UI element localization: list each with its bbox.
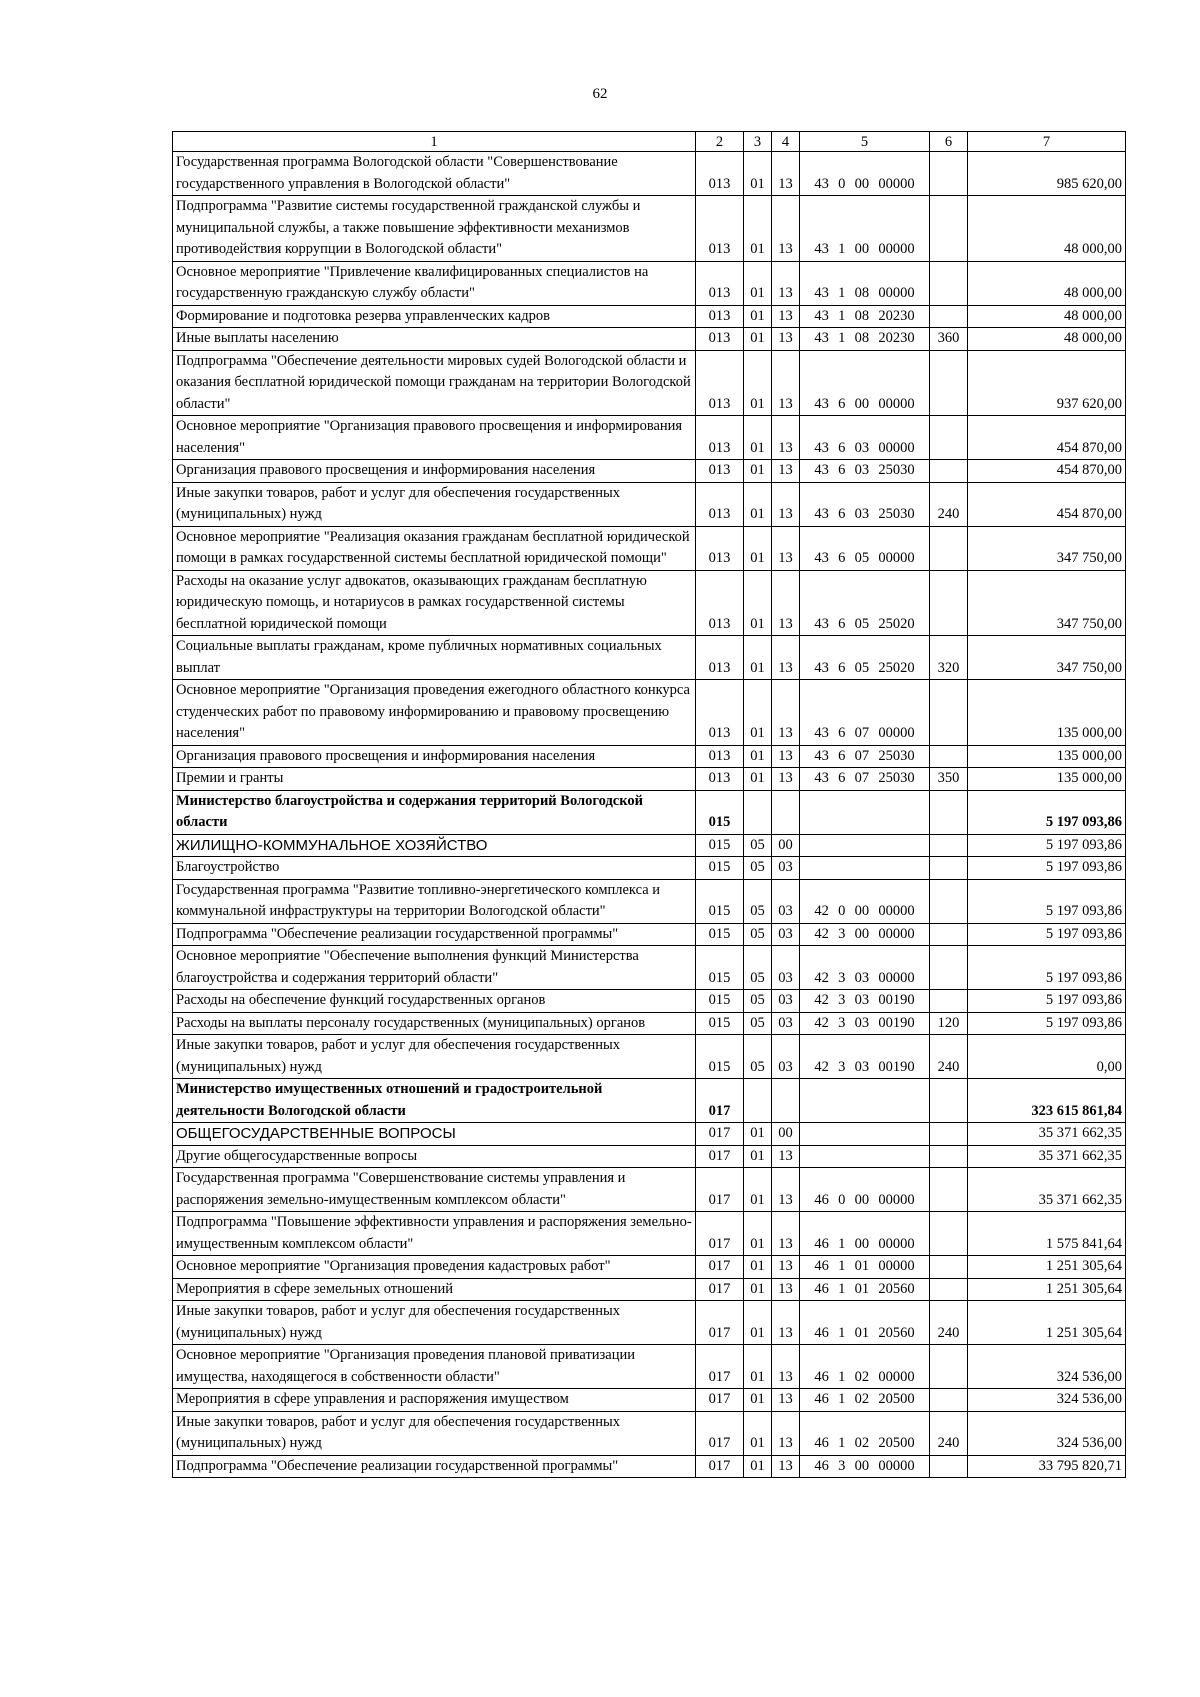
row-expense-type-cell <box>930 680 968 746</box>
row-amount-cell: 48 000,00 <box>968 305 1126 328</box>
row-section-cell: 05 <box>744 990 772 1013</box>
row-expense-type-cell <box>930 946 968 990</box>
row-amount-cell: 454 870,00 <box>968 482 1126 526</box>
row-name-cell: Основное мероприятие "Обеспечение выполнения функций Министерства благоустройства и содержания территорий области" <box>173 946 696 990</box>
table-row <box>173 460 1126 483</box>
row-expense-type-cell <box>930 1345 968 1389</box>
row-amount-cell: 454 870,00 <box>968 460 1126 483</box>
row-target-code-cell: 42 3 03 00190 <box>800 1012 930 1035</box>
row-subsection-cell: 13 <box>772 1301 800 1345</box>
row-name-cell: Подпрограмма "Обеспечение реализации государственной программы" <box>173 1455 696 1478</box>
row-target-code-cell: 46 1 02 00000 <box>800 1345 930 1389</box>
row-name-cell: Подпрограмма "Повышение эффективности управления и распоряжения земельно-имущественным комплексом области" <box>173 1212 696 1256</box>
row-amount-cell: 1 575 841,64 <box>968 1212 1126 1256</box>
row-target-code-cell: 42 3 00 00000 <box>800 923 930 946</box>
row-amount-cell: 48 000,00 <box>968 328 1126 351</box>
table-row <box>173 946 1126 990</box>
row-expense-type-cell <box>930 1212 968 1256</box>
row-expense-type-cell <box>930 350 968 416</box>
row-target-code-cell: 46 1 02 20500 <box>800 1411 930 1455</box>
table-row <box>173 570 1126 636</box>
row-name-cell: Подпрограмма "Обеспечение деятельности мировых судей Вологодской области и оказания бесплатной юридической помощи гражданам на территории Вологодской области" <box>173 350 696 416</box>
row-expense-type-cell: 320 <box>930 636 968 680</box>
table-row <box>173 745 1126 768</box>
row-section-cell: 01 <box>744 1301 772 1345</box>
row-expense-type-cell <box>930 879 968 923</box>
row-amount-cell: 35 371 662,35 <box>968 1168 1126 1212</box>
row-amount-cell: 323 615 861,84 <box>968 1079 1126 1123</box>
row-amount-cell: 5 197 093,86 <box>968 1012 1126 1035</box>
row-subsection-cell: 03 <box>772 857 800 880</box>
row-section-cell: 05 <box>744 857 772 880</box>
row-grbs-cell: 013 <box>696 680 744 746</box>
row-section-cell: 05 <box>744 834 772 857</box>
table-row <box>173 1345 1126 1389</box>
row-amount-cell: 135 000,00 <box>968 745 1126 768</box>
row-expense-type-cell <box>930 790 968 834</box>
row-grbs-cell: 017 <box>696 1389 744 1412</box>
row-section-cell: 01 <box>744 416 772 460</box>
row-section-cell: 01 <box>744 1256 772 1279</box>
row-target-code-cell <box>800 1079 930 1123</box>
row-name-cell: Расходы на выплаты персоналу государственных (муниципальных) органов <box>173 1012 696 1035</box>
row-grbs-cell: 015 <box>696 923 744 946</box>
row-subsection-cell: 13 <box>772 482 800 526</box>
row-grbs-cell: 013 <box>696 261 744 305</box>
row-name-cell: Расходы на оказание услуг адвокатов, оказывающих гражданам бесплатную юридическую помощь, и нотариусов в рамках государственной системы бесплатной юридической помощи <box>173 570 696 636</box>
row-expense-type-cell: 350 <box>930 768 968 791</box>
row-grbs-cell: 013 <box>696 526 744 570</box>
table-row <box>173 990 1126 1013</box>
row-target-code-cell: 43 1 08 20230 <box>800 305 930 328</box>
row-target-code-cell: 43 6 07 00000 <box>800 680 930 746</box>
row-expense-type-cell <box>930 923 968 946</box>
row-name-cell: Благоустройство <box>173 857 696 880</box>
row-section-cell: 01 <box>744 680 772 746</box>
budget-table <box>172 131 1126 1478</box>
table-row <box>173 196 1126 262</box>
row-subsection-cell: 13 <box>772 636 800 680</box>
row-section-cell: 01 <box>744 152 772 196</box>
row-name-cell: Организация правового просвещения и информирования населения <box>173 745 696 768</box>
row-grbs-cell: 015 <box>696 990 744 1013</box>
row-section-cell: 01 <box>744 745 772 768</box>
row-subsection-cell: 13 <box>772 305 800 328</box>
row-name-cell: Основное мероприятие "Организация правового просвещения и информирования населения" <box>173 416 696 460</box>
row-name-cell: Другие общегосударственные вопросы <box>173 1145 696 1168</box>
row-section-cell: 01 <box>744 261 772 305</box>
row-grbs-cell: 015 <box>696 946 744 990</box>
row-section-cell <box>744 1079 772 1123</box>
row-target-code-cell: 46 1 00 00000 <box>800 1212 930 1256</box>
row-subsection-cell: 13 <box>772 1455 800 1478</box>
row-expense-type-cell <box>930 834 968 857</box>
row-expense-type-cell: 360 <box>930 328 968 351</box>
row-expense-type-cell <box>930 1455 968 1478</box>
row-target-code-cell: 46 1 02 20500 <box>800 1389 930 1412</box>
row-target-code-cell: 43 0 00 00000 <box>800 152 930 196</box>
row-subsection-cell: 13 <box>772 745 800 768</box>
row-expense-type-cell <box>930 305 968 328</box>
row-target-code-cell: 43 6 05 25020 <box>800 636 930 680</box>
row-target-code-cell: 43 1 00 00000 <box>800 196 930 262</box>
row-grbs-cell: 013 <box>696 328 744 351</box>
row-grbs-cell: 013 <box>696 196 744 262</box>
row-expense-type-cell <box>930 1079 968 1123</box>
header-col-6: 6 <box>930 132 968 152</box>
row-subsection-cell: 13 <box>772 680 800 746</box>
row-section-cell: 01 <box>744 1212 772 1256</box>
row-expense-type-cell <box>930 1389 968 1412</box>
table-row <box>173 768 1126 791</box>
row-subsection-cell: 13 <box>772 152 800 196</box>
row-target-code-cell: 46 1 01 20560 <box>800 1301 930 1345</box>
row-grbs-cell: 013 <box>696 350 744 416</box>
row-expense-type-cell <box>930 857 968 880</box>
row-name-cell: Иные закупки товаров, работ и услуг для обеспечения государственных (муниципальных) нужд <box>173 482 696 526</box>
row-section-cell: 01 <box>744 526 772 570</box>
table-row <box>173 1035 1126 1079</box>
row-target-code-cell <box>800 834 930 857</box>
row-target-code-cell <box>800 857 930 880</box>
row-amount-cell: 1 251 305,64 <box>968 1301 1126 1345</box>
table-row <box>173 1389 1126 1412</box>
row-target-code-cell: 43 1 08 00000 <box>800 261 930 305</box>
row-section-cell: 01 <box>744 1455 772 1478</box>
table-row <box>173 923 1126 946</box>
row-grbs-cell: 015 <box>696 834 744 857</box>
row-name-cell: Основное мероприятие "Реализация оказания гражданам бесплатной юридической помощи в рамках государственной системы бесплатной юридической помощи" <box>173 526 696 570</box>
row-name-cell: Государственная программа Вологодской области "Совершенствование государственного управления в Вологодской области" <box>173 152 696 196</box>
row-subsection-cell: 13 <box>772 416 800 460</box>
row-target-code-cell: 43 6 05 00000 <box>800 526 930 570</box>
row-name-cell: Подпрограмма "Развитие системы государственной гражданской службы и муниципальной службы, а также повышение эффективности механизмов противодействия коррупции в Вологодской области" <box>173 196 696 262</box>
row-section-cell: 01 <box>744 305 772 328</box>
row-section-cell: 01 <box>744 636 772 680</box>
row-subsection-cell: 03 <box>772 923 800 946</box>
table-row <box>173 1012 1126 1035</box>
table-row <box>173 1256 1126 1279</box>
row-section-cell: 01 <box>744 460 772 483</box>
row-section-cell: 01 <box>744 1123 772 1146</box>
row-section-cell: 05 <box>744 923 772 946</box>
row-name-cell: Основное мероприятие "Организация проведения кадастровых работ" <box>173 1256 696 1279</box>
row-amount-cell: 48 000,00 <box>968 261 1126 305</box>
table-row <box>173 1079 1126 1123</box>
row-target-code-cell: 42 3 03 00190 <box>800 1035 930 1079</box>
row-amount-cell: 5 197 093,86 <box>968 857 1126 880</box>
row-grbs-cell: 013 <box>696 768 744 791</box>
row-expense-type-cell: 240 <box>930 1035 968 1079</box>
row-name-cell: Основное мероприятие "Организация проведения плановой приватизации имущества, находящегося в собственности области" <box>173 1345 696 1389</box>
row-expense-type-cell: 240 <box>930 1301 968 1345</box>
row-grbs-cell: 013 <box>696 460 744 483</box>
table-row <box>173 416 1126 460</box>
row-amount-cell: 35 371 662,35 <box>968 1145 1126 1168</box>
row-target-code-cell: 43 6 07 25030 <box>800 768 930 791</box>
header-col-5: 5 <box>800 132 930 152</box>
row-amount-cell: 5 197 093,86 <box>968 834 1126 857</box>
row-target-code-cell: 43 6 00 00000 <box>800 350 930 416</box>
row-amount-cell: 5 197 093,86 <box>968 879 1126 923</box>
row-amount-cell: 347 750,00 <box>968 570 1126 636</box>
row-grbs-cell: 015 <box>696 790 744 834</box>
row-grbs-cell: 017 <box>696 1278 744 1301</box>
row-target-code-cell: 43 6 07 25030 <box>800 745 930 768</box>
row-section-cell: 01 <box>744 328 772 351</box>
row-target-code-cell: 43 6 05 25020 <box>800 570 930 636</box>
row-expense-type-cell <box>930 1145 968 1168</box>
row-target-code-cell: 46 1 01 00000 <box>800 1256 930 1279</box>
table-row <box>173 1212 1126 1256</box>
row-grbs-cell: 013 <box>696 636 744 680</box>
row-amount-cell: 35 371 662,35 <box>968 1123 1126 1146</box>
row-grbs-cell: 013 <box>696 305 744 328</box>
row-section-cell: 01 <box>744 570 772 636</box>
table-row <box>173 350 1126 416</box>
row-section-cell: 01 <box>744 1389 772 1412</box>
row-name-cell: Премии и гранты <box>173 768 696 791</box>
row-expense-type-cell <box>930 526 968 570</box>
table-row <box>173 305 1126 328</box>
row-grbs-cell: 017 <box>696 1079 744 1123</box>
table-row <box>173 1123 1126 1146</box>
table-row <box>173 680 1126 746</box>
row-grbs-cell: 017 <box>696 1455 744 1478</box>
row-subsection-cell: 13 <box>772 328 800 351</box>
row-name-cell: Подпрограмма "Обеспечение реализации государственной программы" <box>173 923 696 946</box>
row-name-cell: Иные выплаты населению <box>173 328 696 351</box>
row-name-cell: Иные закупки товаров, работ и услуг для обеспечения государственных (муниципальных) нужд <box>173 1301 696 1345</box>
row-name-cell: Мероприятия в сфере земельных отношений <box>173 1278 696 1301</box>
row-subsection-cell: 13 <box>772 460 800 483</box>
row-subsection-cell <box>772 1079 800 1123</box>
table-row <box>173 1145 1126 1168</box>
row-subsection-cell: 13 <box>772 1278 800 1301</box>
row-target-code-cell: 43 6 03 00000 <box>800 416 930 460</box>
row-section-cell: 01 <box>744 350 772 416</box>
table-row <box>173 857 1126 880</box>
table-row <box>173 482 1126 526</box>
row-subsection-cell: 00 <box>772 1123 800 1146</box>
row-subsection-cell: 13 <box>772 1145 800 1168</box>
row-grbs-cell: 017 <box>696 1301 744 1345</box>
row-amount-cell: 5 197 093,86 <box>968 990 1126 1013</box>
row-grbs-cell: 013 <box>696 570 744 636</box>
row-name-cell: Государственная программа "Развитие топливно-энергетического комплекса и коммунальной инфраструктуры на территории Вологодской области" <box>173 879 696 923</box>
row-section-cell: 01 <box>744 482 772 526</box>
table-row <box>173 328 1126 351</box>
row-subsection-cell: 13 <box>772 570 800 636</box>
row-subsection-cell: 13 <box>772 196 800 262</box>
row-section-cell: 01 <box>744 1145 772 1168</box>
row-expense-type-cell <box>930 152 968 196</box>
table-row <box>173 636 1126 680</box>
row-grbs-cell: 017 <box>696 1168 744 1212</box>
row-name-cell: Министерство благоустройства и содержания территорий Вологодской области <box>173 790 696 834</box>
row-amount-cell: 5 197 093,86 <box>968 923 1126 946</box>
table-row <box>173 1455 1126 1478</box>
table-row <box>173 1411 1126 1455</box>
row-amount-cell: 135 000,00 <box>968 768 1126 791</box>
row-target-code-cell: 42 3 03 00190 <box>800 990 930 1013</box>
row-name-cell: Основное мероприятие "Организация проведения ежегодного областного конкурса студенческих работ по правовому информированию и правовому просвещению населения" <box>173 680 696 746</box>
row-grbs-cell: 013 <box>696 416 744 460</box>
row-amount-cell: 1 251 305,64 <box>968 1278 1126 1301</box>
header-col-1: 1 <box>173 132 696 152</box>
row-amount-cell: 454 870,00 <box>968 416 1126 460</box>
row-subsection-cell: 13 <box>772 1411 800 1455</box>
row-amount-cell: 324 536,00 <box>968 1389 1126 1412</box>
row-amount-cell: 347 750,00 <box>968 526 1126 570</box>
table-row <box>173 1301 1126 1345</box>
row-target-code-cell: 46 0 00 00000 <box>800 1168 930 1212</box>
header-col-2: 2 <box>696 132 744 152</box>
row-expense-type-cell: 120 <box>930 1012 968 1035</box>
row-section-cell: 01 <box>744 768 772 791</box>
row-subsection-cell: 13 <box>772 1168 800 1212</box>
row-expense-type-cell <box>930 1278 968 1301</box>
row-target-code-cell: 43 6 03 25030 <box>800 460 930 483</box>
row-expense-type-cell: 240 <box>930 482 968 526</box>
row-grbs-cell: 017 <box>696 1345 744 1389</box>
row-name-cell: ЖИЛИЩНО-КОММУНАЛЬНОЕ ХОЗЯЙСТВО <box>173 834 696 857</box>
table-row <box>173 879 1126 923</box>
row-expense-type-cell <box>930 416 968 460</box>
row-section-cell: 05 <box>744 879 772 923</box>
row-subsection-cell: 03 <box>772 1012 800 1035</box>
row-section-cell <box>744 790 772 834</box>
table-row <box>173 526 1126 570</box>
row-section-cell: 01 <box>744 196 772 262</box>
row-expense-type-cell <box>930 1256 968 1279</box>
row-expense-type-cell <box>930 990 968 1013</box>
row-section-cell: 01 <box>744 1345 772 1389</box>
row-grbs-cell: 015 <box>696 1012 744 1035</box>
row-amount-cell: 0,00 <box>968 1035 1126 1079</box>
row-expense-type-cell <box>930 196 968 262</box>
row-amount-cell: 48 000,00 <box>968 196 1126 262</box>
row-name-cell: Государственная программа "Совершенствование системы управления и распоряжения земельно-имущественным комплексом области" <box>173 1168 696 1212</box>
row-subsection-cell: 13 <box>772 1256 800 1279</box>
row-section-cell: 01 <box>744 1168 772 1212</box>
row-amount-cell: 347 750,00 <box>968 636 1126 680</box>
row-name-cell: ОБЩЕГОСУДАРСТВЕННЫЕ ВОПРОСЫ <box>173 1123 696 1146</box>
row-expense-type-cell <box>930 1123 968 1146</box>
row-target-code-cell <box>800 1145 930 1168</box>
row-section-cell: 05 <box>744 946 772 990</box>
row-amount-cell: 33 795 820,71 <box>968 1455 1126 1478</box>
row-section-cell: 05 <box>744 1012 772 1035</box>
row-amount-cell: 1 251 305,64 <box>968 1256 1126 1279</box>
page-number: 62 <box>592 86 608 102</box>
row-amount-cell: 5 197 093,86 <box>968 790 1126 834</box>
table-row <box>173 152 1126 196</box>
row-subsection-cell: 03 <box>772 1035 800 1079</box>
row-target-code-cell: 42 0 00 00000 <box>800 879 930 923</box>
row-expense-type-cell <box>930 570 968 636</box>
row-grbs-cell: 017 <box>696 1145 744 1168</box>
row-target-code-cell: 43 1 08 20230 <box>800 328 930 351</box>
row-amount-cell: 324 536,00 <box>968 1345 1126 1389</box>
row-grbs-cell: 013 <box>696 152 744 196</box>
row-subsection-cell: 13 <box>772 1345 800 1389</box>
row-name-cell: Организация правового просвещения и информирования населения <box>173 460 696 483</box>
table-row <box>173 834 1126 857</box>
row-subsection-cell: 00 <box>772 834 800 857</box>
table-row <box>173 261 1126 305</box>
header-col-3: 3 <box>744 132 772 152</box>
row-subsection-cell: 13 <box>772 526 800 570</box>
row-name-cell: Мероприятия в сфере управления и распоряжения имуществом <box>173 1389 696 1412</box>
row-subsection-cell: 03 <box>772 990 800 1013</box>
row-grbs-cell: 013 <box>696 745 744 768</box>
row-grbs-cell: 017 <box>696 1212 744 1256</box>
row-grbs-cell: 017 <box>696 1256 744 1279</box>
row-subsection-cell: 13 <box>772 768 800 791</box>
row-subsection-cell <box>772 790 800 834</box>
row-expense-type-cell <box>930 261 968 305</box>
row-subsection-cell: 03 <box>772 946 800 990</box>
table-row <box>173 790 1126 834</box>
row-section-cell: 01 <box>744 1411 772 1455</box>
row-expense-type-cell <box>930 460 968 483</box>
row-amount-cell: 135 000,00 <box>968 680 1126 746</box>
table-row <box>173 1168 1126 1212</box>
row-section-cell: 01 <box>744 1278 772 1301</box>
row-expense-type-cell: 240 <box>930 1411 968 1455</box>
table-row <box>173 1278 1126 1301</box>
row-name-cell: Министерство имущественных отношений и градостроительной деятельности Вологодской области <box>173 1079 696 1123</box>
row-name-cell: Расходы на обеспечение функций государственных органов <box>173 990 696 1013</box>
row-target-code-cell: 43 6 03 25030 <box>800 482 930 526</box>
row-target-code-cell: 46 1 01 20560 <box>800 1278 930 1301</box>
row-subsection-cell: 03 <box>772 879 800 923</box>
row-amount-cell: 937 620,00 <box>968 350 1126 416</box>
row-grbs-cell: 017 <box>696 1123 744 1146</box>
row-target-code-cell: 42 3 03 00000 <box>800 946 930 990</box>
row-grbs-cell: 015 <box>696 879 744 923</box>
row-subsection-cell: 13 <box>772 261 800 305</box>
row-name-cell: Иные закупки товаров, работ и услуг для обеспечения государственных (муниципальных) нужд <box>173 1035 696 1079</box>
row-grbs-cell: 013 <box>696 482 744 526</box>
row-grbs-cell: 015 <box>696 1035 744 1079</box>
row-amount-cell: 985 620,00 <box>968 152 1126 196</box>
row-name-cell: Формирование и подготовка резерва управленческих кадров <box>173 305 696 328</box>
row-target-code-cell: 46 3 00 00000 <box>800 1455 930 1478</box>
row-section-cell: 05 <box>744 1035 772 1079</box>
row-expense-type-cell <box>930 745 968 768</box>
row-amount-cell: 5 197 093,86 <box>968 946 1126 990</box>
row-name-cell: Основное мероприятие "Привлечение квалифицированных специалистов на государственную гражданскую службу области" <box>173 261 696 305</box>
header-col-7: 7 <box>968 132 1126 152</box>
row-subsection-cell: 13 <box>772 1389 800 1412</box>
table-body <box>173 152 1126 1478</box>
row-target-code-cell <box>800 790 930 834</box>
header-col-4: 4 <box>772 132 800 152</box>
row-grbs-cell: 017 <box>696 1411 744 1455</box>
row-amount-cell: 324 536,00 <box>968 1411 1126 1455</box>
row-grbs-cell: 015 <box>696 857 744 880</box>
row-subsection-cell: 13 <box>772 1212 800 1256</box>
row-name-cell: Социальные выплаты гражданам, кроме публичных нормативных социальных выплат <box>173 636 696 680</box>
row-target-code-cell <box>800 1123 930 1146</box>
row-name-cell: Иные закупки товаров, работ и услуг для обеспечения государственных (муниципальных) нужд <box>173 1411 696 1455</box>
row-expense-type-cell <box>930 1168 968 1212</box>
header-row <box>173 132 1126 152</box>
row-subsection-cell: 13 <box>772 350 800 416</box>
